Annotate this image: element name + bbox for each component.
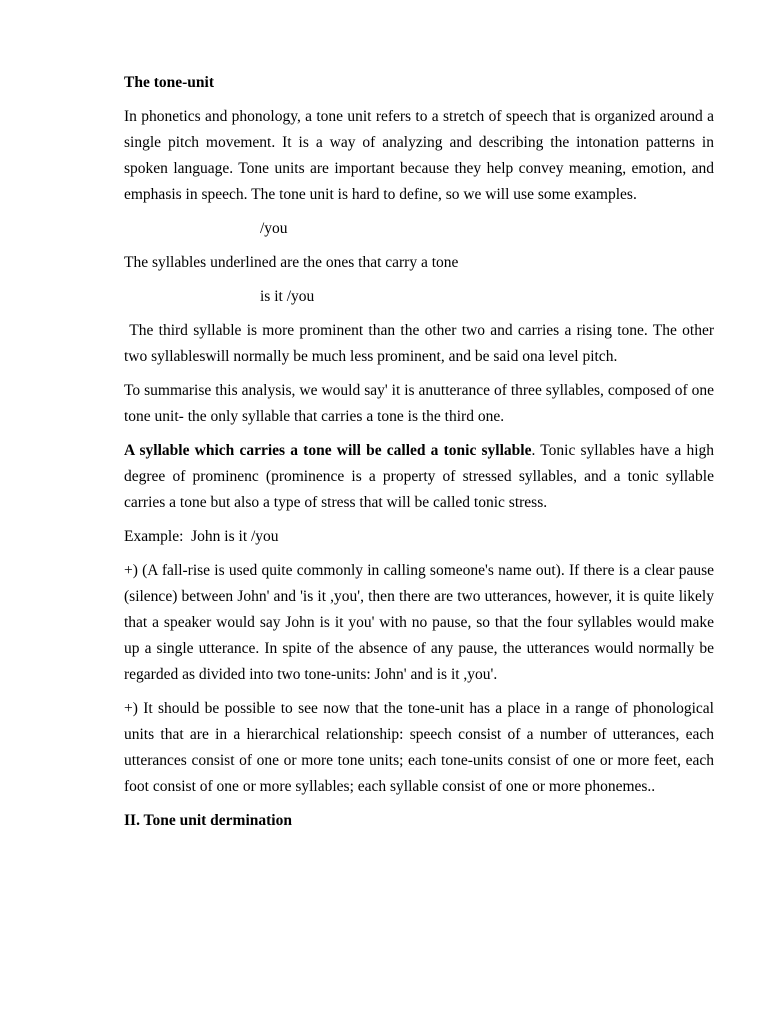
document-page (124, 70, 718, 842)
paragraph-intro: In phonetics and phonology, a tone unit refers to a stretch of speech that is organized around a single pitch movement. It is a way of analyzing and describing the intonation patterns in spoken language. Tone units are important because they help convey meaning, emotion, and emphasis in speech. The tone unit is hard to define, so we will use some examples. (124, 108, 714, 203)
example-john: Example: John is it /you (124, 528, 279, 545)
paragraph-underlined-note: The syllables underlined are the ones that carry a tone (124, 254, 459, 271)
paragraph-summary: To summarise this analysis, we would say' it is anutterance of three syllables, composed of one tone unit- the only syllable that carries a tone is the third one. (124, 382, 714, 425)
paragraph-tonic-syllable (124, 438, 714, 516)
paragraph-fall-rise: +) (A fall-rise is used quite commonly in calling someone's name out). If there is a clear pause (silence) between John' and 'is it ,you', then there are two utterances, however, it is quite likely that a speaker would say John is it you' with no pause, so that the four syllables would make up a single utterance. In spite of the absence of any pause, the utterances would normally be regarded as divided into two tone-units: John' and is it ,you'. (124, 562, 714, 683)
tonic-syllable-definition: A syllable which carries a tone will be called a tonic syllable (124, 442, 532, 459)
section-title: The tone-unit (124, 74, 214, 91)
example-is-it-you: is it /you (260, 288, 315, 305)
example-you: /you (260, 220, 288, 237)
tonic-syllable-explanation: . Tonic syllables have a high degree of prominenc (prominence is a property of stressed syllables, and a tonic syllable carries a tone but also a type of stress that will be called tonic stress. (124, 442, 715, 511)
paragraph-third-syllable: The third syllable is more prominent than the other two and carries a rising tone. The other two syllableswill normally be much less prominent, and be said ona level pitch. (124, 322, 718, 365)
section-heading-2: II. Tone unit dermination (124, 812, 292, 829)
paragraph-hierarchy: +) It should be possible to see now that the tone-unit has a place in a range of phonological units that are in a hierarchical relationship: speech consist of a number of utterances, each utterances consist of one or more tone units; each tone-units consist of one or more feet, each foot consist of one or more syllables; each syllable consist of one or more phonemes.. (124, 700, 714, 795)
